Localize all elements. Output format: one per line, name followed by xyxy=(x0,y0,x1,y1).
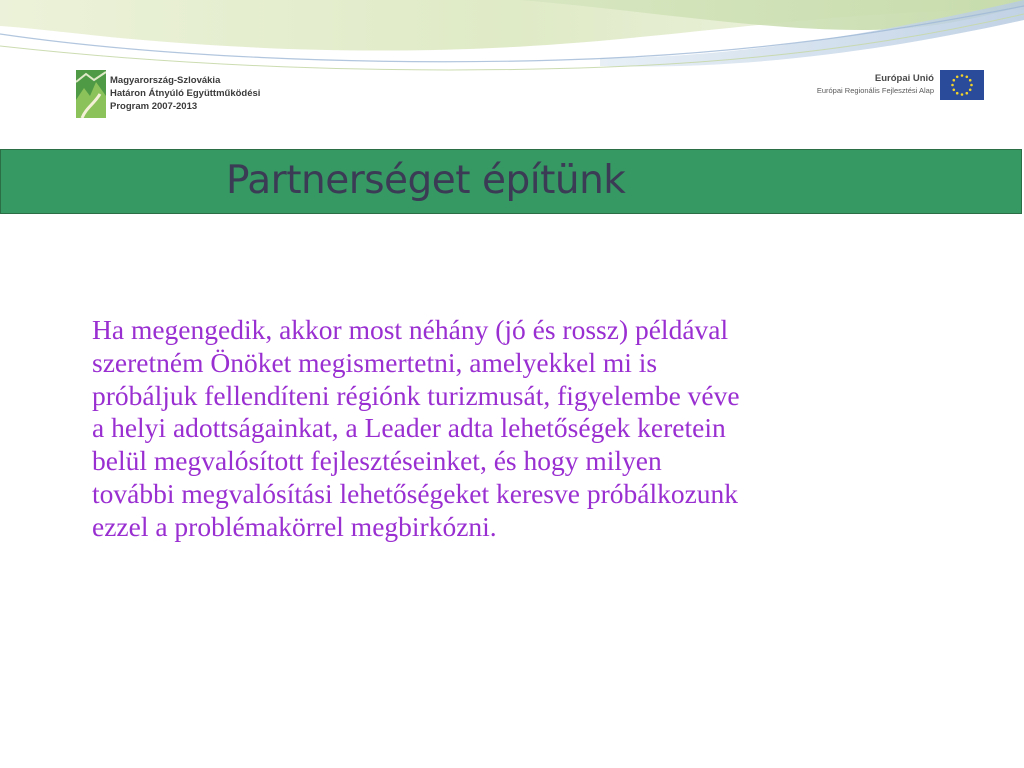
eu-logo-subtitle: Európai Regionális Fejlesztési Alap xyxy=(816,86,934,95)
body-text-line: szeretném Önöket megismertetni, amelyekkel mi is xyxy=(92,346,658,378)
program-logo-line: Program 2007-2013 xyxy=(110,101,198,112)
body-text xyxy=(92,314,972,544)
body-text-line: Ha megengedik, akkor most néhány (jó és rossz) példával xyxy=(92,314,729,345)
slide-title: Partnerséget építünk xyxy=(226,158,626,203)
program-logo-line: Magyarország-Szlovákia xyxy=(110,75,221,86)
body-text-line: próbáljuk fellendíteni régiónk turizmusát, figyelembe véve xyxy=(92,379,740,411)
program-logo-line: Határon Átnyúló Együttműködési xyxy=(110,88,261,99)
body-text-line: belül megvalósított fejlesztéseinket, és hogy milyen xyxy=(92,445,662,477)
body-text-line: ezzel a problémakörrel megbirkózni. xyxy=(92,510,497,542)
eu-flag-icon xyxy=(940,70,984,100)
program-logo-mark-icon xyxy=(76,70,106,118)
eu-logo-title: Európai Unió xyxy=(874,73,934,84)
title-bar xyxy=(0,149,1022,214)
body-text-line: a helyi adottságainkat, a Leader adta lehetőségek keretein xyxy=(92,412,726,444)
eu-logo xyxy=(808,70,984,102)
program-logo xyxy=(76,70,296,122)
body-text-line: további megvalósítási lehetőségeket keresve próbálkozunk xyxy=(92,477,739,509)
